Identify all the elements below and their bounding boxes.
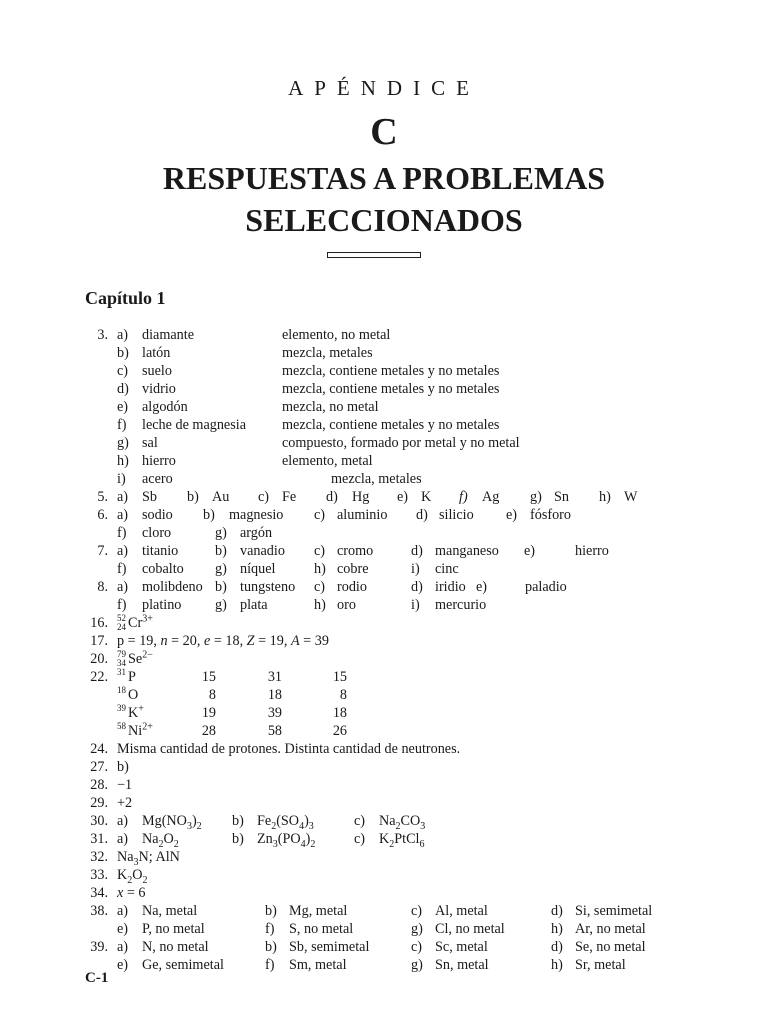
element-classification: Sb, semimetal — [289, 939, 370, 955]
element-symbol: Sn — [554, 489, 569, 505]
item-letter: e) — [506, 507, 518, 523]
item-name: algodón — [142, 399, 188, 415]
problem-number: 27. — [90, 759, 108, 775]
answer-text: b) — [117, 759, 129, 775]
item-letter: h) — [117, 453, 129, 469]
appendix-letter: C — [370, 111, 398, 153]
item-letter: a) — [117, 831, 129, 847]
item-letter: b) — [117, 345, 129, 361]
element-classification: Sc, metal — [435, 939, 488, 955]
item-classification: mezcla, metales — [331, 471, 422, 487]
nuclide-symbol: 79 34 $Se^{2-}$ — [117, 649, 153, 668]
item-letter: g) — [530, 489, 542, 505]
element-classification: Mg, metal — [289, 903, 348, 919]
item-letter: b) — [215, 543, 227, 559]
item-letter: c) — [411, 939, 423, 955]
item-classification: mezcla, contiene metales y no metales — [282, 417, 500, 433]
element-name: cinc — [435, 561, 459, 577]
item-letter: a) — [117, 939, 129, 955]
element-classification: Sn, metal — [435, 957, 489, 973]
item-letter: g) — [117, 435, 129, 451]
item-letter: b) — [265, 903, 277, 919]
formula: $Na_3N$; AlN — [117, 849, 180, 868]
item-letter: c) — [354, 813, 366, 829]
item-letter: a) — [117, 813, 129, 829]
item-letter: i) — [117, 471, 126, 487]
answer-text: −1 — [117, 777, 133, 793]
mass-number: 31 — [267, 669, 282, 685]
element-name: fósforo — [530, 507, 571, 523]
item-letter: b) — [265, 939, 277, 955]
item-name: latón — [142, 345, 171, 361]
element-name: molibdeno — [142, 579, 203, 595]
problem-number: 24. — [90, 741, 108, 757]
element-symbol: Fe — [282, 489, 297, 505]
appendix-heading: APÉNDICE — [288, 76, 480, 100]
item-letter: e) — [476, 579, 488, 595]
element-classification: Cl, no metal — [435, 921, 505, 937]
item-letter: c) — [354, 831, 366, 847]
formula: $Mg(NO_3)_2$ — [142, 813, 202, 832]
element-classification: S, no metal — [289, 921, 354, 937]
element-name: vanadio — [240, 543, 285, 559]
element-name: titanio — [142, 543, 179, 559]
element-name: paladio — [525, 579, 567, 595]
element-name: oro — [337, 597, 356, 613]
item-letter: c) — [117, 363, 129, 379]
problem-number: 20. — [90, 651, 108, 667]
element-name: mercurio — [435, 597, 487, 613]
element-name: plata — [240, 597, 268, 613]
electrons: 15 — [332, 669, 347, 685]
item-letter: f) — [117, 597, 127, 613]
problem-number: 39. — [90, 939, 108, 955]
problem-number: 30. — [90, 813, 108, 829]
item-letter: f) — [265, 921, 275, 937]
item-letter: d) — [551, 939, 563, 955]
element-name: cloro — [142, 525, 172, 541]
element-name: cobre — [337, 561, 369, 577]
electrons: 26 — [332, 723, 347, 739]
item-letter: e) — [117, 957, 129, 973]
element-classification: Sr, metal — [575, 957, 626, 973]
item-classification: elemento, no metal — [282, 327, 391, 343]
item-letter: g) — [215, 597, 227, 613]
formula: $Zn_3(PO_4)_2$ — [257, 831, 316, 850]
element-name: níquel — [240, 561, 276, 577]
formula: $Na_2CO_3$ — [379, 813, 426, 832]
item-classification: mezcla, contiene metales y no metales — [282, 381, 500, 397]
item-letter: a) — [117, 579, 129, 595]
item-classification: elemento, metal — [282, 453, 373, 469]
item-letter: a) — [117, 903, 129, 919]
element-symbol: Au — [212, 489, 230, 505]
item-name: diamante — [142, 327, 194, 343]
item-letter: i) — [411, 561, 420, 577]
problem-number: 6. — [97, 507, 108, 523]
item-classification: mezcla, metales — [282, 345, 373, 361]
problem-number: 31. — [90, 831, 108, 847]
item-letter: b) — [187, 489, 199, 505]
item-letter: f) — [459, 489, 468, 505]
problem-number: 33. — [90, 867, 108, 883]
mass-number: 18 — [267, 687, 282, 703]
mass-number: 58 — [267, 723, 282, 739]
formula: $Na_2O_2$ — [142, 831, 179, 850]
item-letter: b) — [215, 579, 227, 595]
electrons: 8 — [339, 687, 347, 703]
answer-text: x = 6 — [117, 885, 146, 901]
item-name: acero — [142, 471, 173, 487]
item-letter: c) — [411, 903, 423, 919]
problem-number: 5. — [97, 489, 108, 505]
item-name: suelo — [142, 363, 172, 379]
element-name: argón — [240, 525, 273, 541]
item-name: hierro — [142, 453, 176, 469]
protons: 8 — [208, 687, 216, 703]
title-line-1: RESPUESTAS A PROBLEMAS — [162, 160, 606, 196]
item-letter: e) — [397, 489, 409, 505]
nuclide-symbol: 39 K+ — [117, 703, 144, 721]
item-letter: h) — [314, 597, 326, 613]
item-name: sal — [142, 435, 158, 451]
item-letter: a) — [117, 489, 129, 505]
protons: 15 — [201, 669, 216, 685]
element-name: tungsteno — [240, 579, 296, 595]
element-name: silicio — [439, 507, 474, 523]
element-name: platino — [142, 597, 182, 613]
problem-number: 16. — [90, 615, 108, 631]
formula: $Fe_2(SO_4)_3$ — [257, 813, 314, 832]
item-letter: d) — [416, 507, 428, 523]
item-letter: e) — [117, 921, 129, 937]
element-name: cromo — [337, 543, 374, 559]
chapter-heading: Capítulo 1 — [85, 288, 166, 308]
problem-number: 29. — [90, 795, 108, 811]
item-letter: i) — [411, 597, 420, 613]
element-classification: P, no metal — [142, 921, 205, 937]
nuclide-symbol: 31 P — [117, 667, 136, 685]
formula: $K_2PtCl_6$ — [379, 831, 425, 850]
item-letter: h) — [551, 921, 563, 937]
item-name: vidrio — [142, 381, 176, 397]
formula: $K_2O_2$ — [117, 867, 148, 886]
item-letter: d) — [411, 579, 423, 595]
element-name: rodio — [337, 579, 367, 595]
element-name: magnesio — [229, 507, 284, 523]
element-classification: N, no metal — [142, 939, 209, 955]
element-symbol: Sb — [142, 489, 157, 505]
item-letter: e) — [117, 399, 129, 415]
nuclide-symbol: 18 O — [117, 685, 139, 703]
item-letter: d) — [551, 903, 563, 919]
element-name: aluminio — [337, 507, 388, 523]
element-name: iridio — [435, 579, 466, 595]
item-letter: b) — [232, 831, 244, 847]
problem-number: 17. — [90, 633, 108, 649]
item-letter: f) — [117, 525, 127, 541]
item-letter: b) — [232, 813, 244, 829]
problem-number: 38. — [90, 903, 108, 919]
item-letter: h) — [599, 489, 611, 505]
element-name: sodio — [142, 507, 173, 523]
item-classification: compuesto, formado por metal y no metal — [282, 435, 520, 451]
problem-number: 32. — [90, 849, 108, 865]
item-letter: g) — [215, 561, 227, 577]
item-letter: c) — [314, 543, 326, 559]
element-classification: Sm, metal — [289, 957, 347, 973]
element-symbol: W — [624, 489, 638, 505]
problem-number: 3. — [97, 327, 108, 343]
element-classification: Na, metal — [142, 903, 198, 919]
answer-text: Misma cantidad de protones. Distinta cantidad de neutrones. — [117, 741, 461, 757]
item-letter: f) — [117, 561, 127, 577]
title-rule — [327, 252, 421, 258]
item-letter: a) — [117, 507, 129, 523]
item-letter: h) — [551, 957, 563, 973]
problem-number: 7. — [97, 543, 108, 559]
element-classification: Al, metal — [435, 903, 488, 919]
item-classification: mezcla, contiene metales y no metales — [282, 363, 500, 379]
item-letter: d) — [117, 381, 129, 397]
item-letter: a) — [117, 327, 129, 343]
item-letter: c) — [314, 579, 326, 595]
mass-number: 39 — [267, 705, 282, 721]
item-letter: g) — [411, 957, 423, 973]
title-line-2: SELECCIONADOS — [245, 202, 523, 238]
item-letter: e) — [524, 543, 536, 559]
electrons: 18 — [332, 705, 347, 721]
item-letter: c) — [258, 489, 270, 505]
answer-text: +2 — [117, 795, 133, 811]
element-classification: Ar, no metal — [575, 921, 646, 937]
element-classification: Si, semimetal — [575, 903, 653, 919]
item-letter: c) — [314, 507, 326, 523]
item-letter: a) — [117, 543, 129, 559]
item-name: leche de magnesia — [142, 417, 246, 433]
item-letter: g) — [215, 525, 227, 541]
problem-number: 28. — [90, 777, 108, 793]
element-symbol: K — [421, 489, 432, 505]
protons: 19 — [201, 705, 216, 721]
item-letter: h) — [314, 561, 326, 577]
element-symbol: Hg — [352, 489, 370, 505]
item-classification: mezcla, no metal — [282, 399, 379, 415]
element-name: hierro — [575, 543, 609, 559]
item-letter: f) — [117, 417, 127, 433]
element-symbol: Ag — [482, 489, 500, 505]
nuclide-symbol: 58 $Ni^{2+}$ — [117, 721, 153, 739]
item-letter: d) — [411, 543, 423, 559]
particle-counts: p = 19, n = 20, e = 18, Z = 19, A = 39 — [117, 633, 329, 649]
element-classification: Ge, semimetal — [142, 957, 224, 973]
problem-number: 8. — [97, 579, 108, 595]
element-classification: Se, no metal — [575, 939, 646, 955]
problem-number: 22. — [90, 669, 108, 685]
problem-number: 34. — [90, 885, 108, 901]
item-letter: b) — [203, 507, 215, 523]
nuclide-symbol: 52 24 $Cr^{3+}$ — [117, 613, 153, 632]
item-letter: g) — [411, 921, 423, 937]
item-letter: f) — [265, 957, 275, 973]
protons: 28 — [201, 723, 216, 739]
element-name: cobalto — [142, 561, 184, 577]
element-name: manganeso — [435, 543, 499, 559]
item-letter: d) — [326, 489, 338, 505]
page-number: C-1 — [85, 970, 109, 986]
